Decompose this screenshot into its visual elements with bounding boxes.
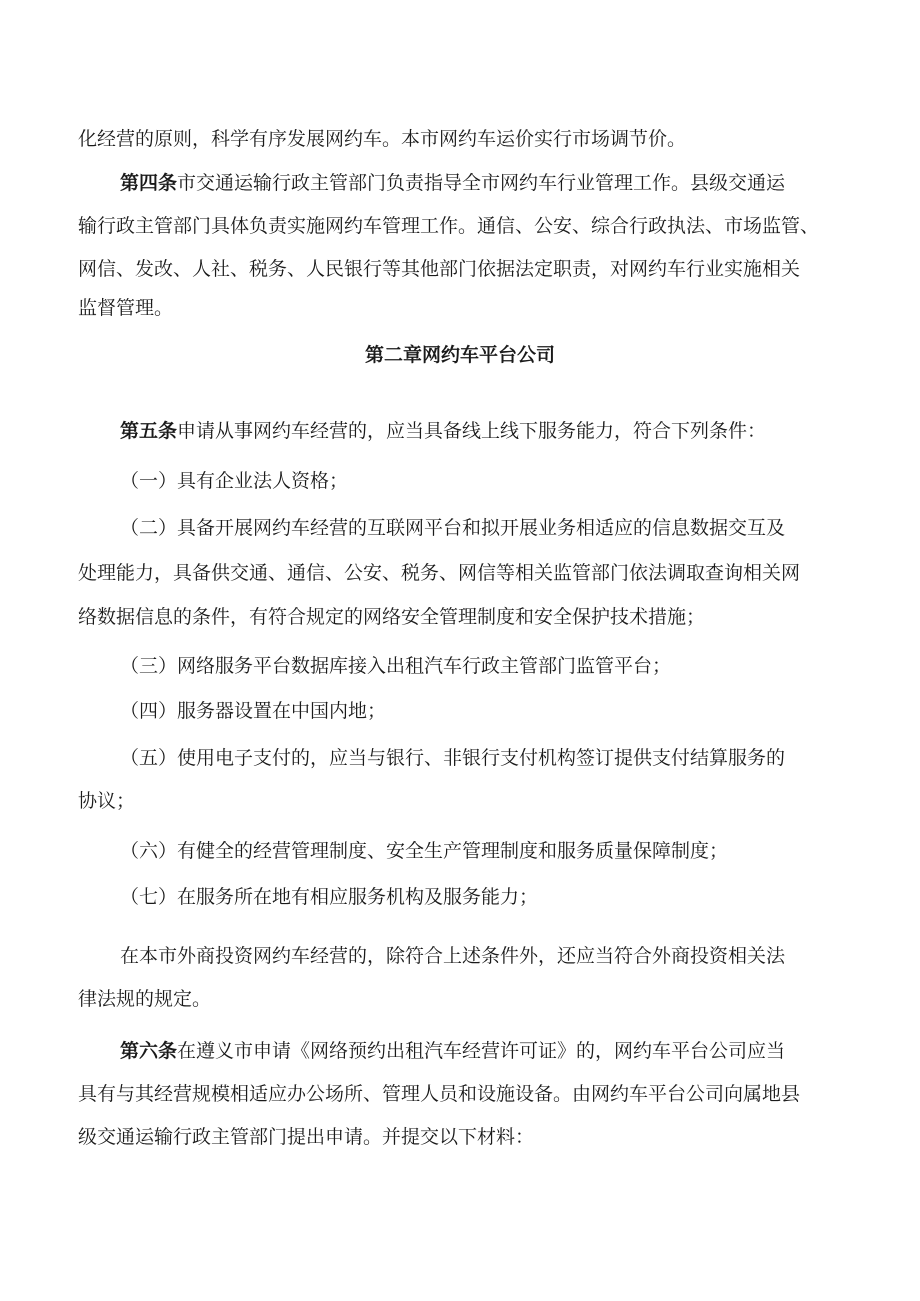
text-line: 处理能力，具备供交通、通信、公安、税务、网信等相关监管部门依法调取查询相关网 — [78, 562, 801, 584]
text-line — [78, 162, 838, 205]
condition-6 — [120, 830, 838, 873]
article-label: 第四条 — [120, 172, 178, 194]
article-label: 第六条 — [120, 1040, 178, 1062]
text-line: 具有与其经营规模相适应办公场所、管理人员和设施设备。由网约车平台公司向属地县 — [78, 1083, 801, 1105]
condition-4 — [120, 690, 838, 733]
article-5 — [120, 410, 838, 453]
text-line: 络数据信息的条件，有符合规定的网络安全管理制度和安全保护技术措施； — [78, 606, 706, 628]
text-line: 级交通运输行政主管部门提出申请。并提交以下材料： — [78, 1126, 535, 1148]
article-6 — [78, 1030, 838, 1159]
text-line: （四）服务器设置在中国内地； — [120, 700, 387, 722]
text-line: 网信、发改、人社、税务、人民银行等其他部门依据法定职责，对网约车行业实施相关 — [78, 258, 801, 280]
foreign-investment-paragraph — [78, 935, 838, 1021]
condition-2 — [78, 507, 838, 637]
article-label: 第五条 — [120, 420, 178, 442]
text-line: 监督管理。 — [78, 297, 174, 319]
text-line: （一）具有企业法人资格； — [120, 470, 349, 492]
text-line: （七）在服务所在地有相应服务机构及服务能力； — [120, 886, 539, 908]
text-line: 律法规的规定。 — [78, 988, 212, 1010]
text-line: （五）使用电子支付的，应当与银行、非银行支付机构签订提供支付结算服务的 — [120, 747, 786, 769]
text-line: 输行政主管部门具体负责实施网约车管理工作。通信、公安、综合行政执法、市场监管、 — [78, 215, 820, 237]
text-span: 在遵义市申请《网络预约出租汽车经营许可证》的，网约车平台公司应当 — [177, 1040, 786, 1062]
text-line: 协议； — [78, 790, 136, 812]
chapter-heading: 第二章网约车平台公司 — [364, 344, 555, 366]
text-line: （三）网络服务平台数据库接入出租汽车行政主管部门监管平台； — [120, 655, 672, 677]
text-line: 化经营的原则，科学有序发展网约车。本市网约车运价实行市场调节价。 — [78, 128, 687, 150]
paragraph-continuation — [78, 118, 838, 161]
text-line — [78, 1030, 838, 1073]
article-4 — [78, 162, 838, 325]
text-line: 在本市外商投资网约车经营的，除符合上述条件外，还应当符合外商投资相关法 — [120, 945, 786, 967]
text-line: （六）有健全的经营管理制度、安全生产管理制度和服务质量保障制度； — [120, 840, 729, 862]
text-span: 申请从事网约车经营的，应当具备线上线下服务能力，符合下列条件： — [177, 420, 767, 442]
text-span: 市交通运输行政主管部门负责指导全市网约车行业管理工作。县级交通运 — [177, 172, 786, 194]
condition-3 — [120, 645, 838, 688]
condition-1 — [120, 460, 838, 503]
condition-5 — [78, 737, 838, 823]
text-line: （二）具备开展网约车经营的互联网平台和拟开展业务相适应的信息数据交互及 — [120, 517, 786, 539]
condition-7 — [120, 876, 838, 919]
